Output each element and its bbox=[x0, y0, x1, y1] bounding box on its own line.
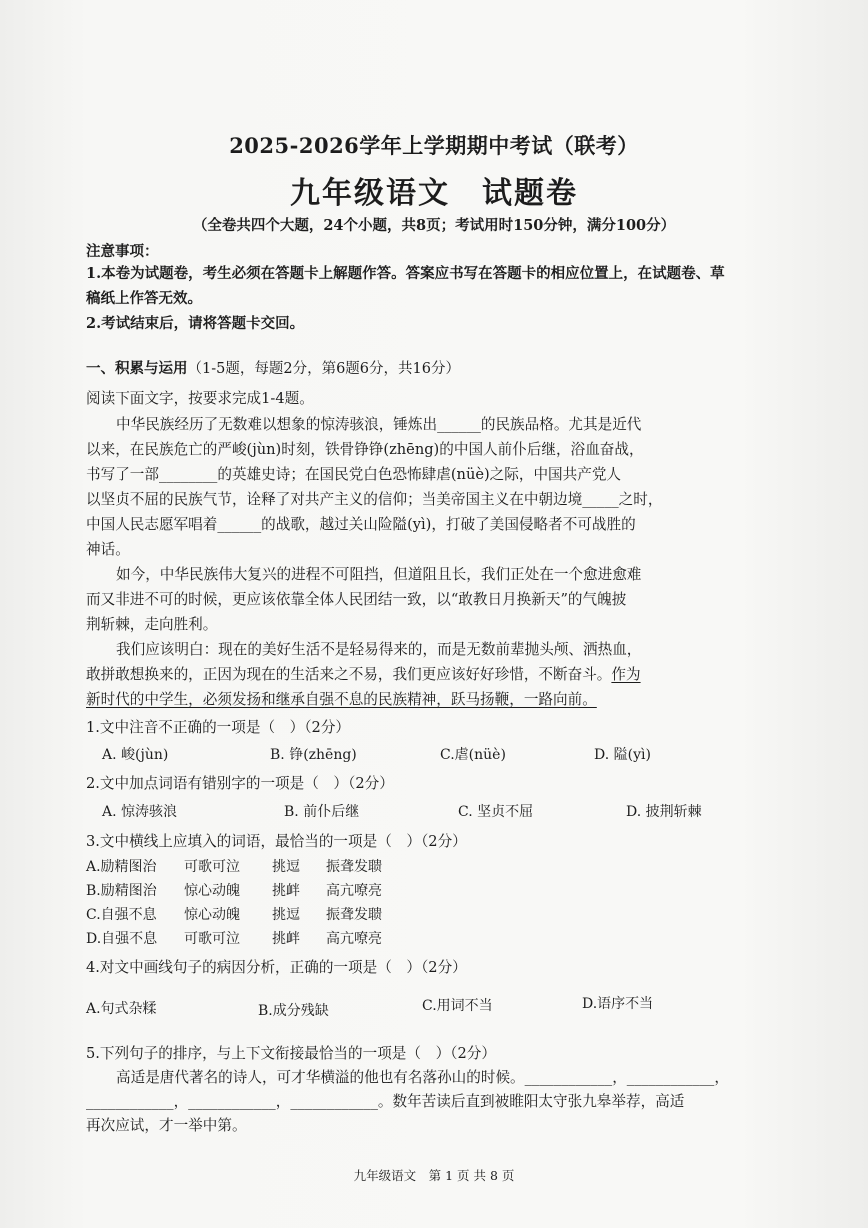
passage-line: 以坚贞不屈的民族气节，诠释了对共产主义的信仰；当美帝国主义在中朝边境_____之时， bbox=[86, 491, 663, 508]
q3-option-a-word-1: A.励精图治 bbox=[86, 859, 157, 875]
q3-option-b-word-3: 挑衅 bbox=[272, 883, 300, 899]
passage-line: 而又非进不可的时候，更应该依靠全体人民团结一致，以“敢教日月换新天”的气魄披 bbox=[86, 591, 627, 608]
page-footer: 九年级语文 第 1 页 共 8 页 bbox=[353, 1168, 515, 1183]
passage-line: 神话。 bbox=[86, 541, 130, 558]
q5-line-1: 高适是唐代著名的诗人，可才华横溢的他也有名落孙山的时候。____________，____________， bbox=[116, 1069, 729, 1086]
q3-option-c-word-2: 惊心动魄 bbox=[184, 907, 240, 923]
q3-option-d-word-1: D.自强不息 bbox=[86, 931, 158, 947]
section-1-title: 一、积累与运用 bbox=[86, 360, 188, 377]
passage-intro: 阅读下面文字，按要求完成1-4题。 bbox=[86, 390, 314, 407]
q3-option-c-word-3: 挑逗 bbox=[272, 907, 300, 923]
q3-option-c-word-1: C.自强不息 bbox=[86, 907, 157, 923]
passage-line: 我们应该明白：现在的美好生活不是轻易得来的，而是无数前辈抛头颅、洒热血， bbox=[116, 641, 642, 658]
q2-stem: 2.文中加点词语有错别字的一项是（ ）（2分） bbox=[86, 775, 394, 792]
q3-option-b-word-2: 惊心动魄 bbox=[184, 883, 240, 899]
q3-option-a-word-3: 挑逗 bbox=[272, 859, 300, 875]
q4-option-b: B.成分残缺 bbox=[258, 1003, 329, 1019]
q1-option-c: C.虐(nüè) bbox=[440, 747, 506, 763]
exam-title: 2025-2026学年上学期期中考试（联考） bbox=[229, 133, 639, 158]
passage-line-text: 敢拼敢想换来的，正因为现在的生活来之不易，我们更应该好好珍惜，不断奋斗。 bbox=[86, 666, 612, 683]
q5-line-2: ____________，____________，____________。数年苦读后直到被睢阳太守张九皋举荐，高适 bbox=[86, 1093, 685, 1110]
passage-line: 如今，中华民族伟大复兴的进程不可阻挡，但道阻且长，我们正处在一个愈进愈难 bbox=[116, 566, 642, 583]
passage-line bbox=[86, 663, 641, 684]
q2-option-b: B. 前仆后继 bbox=[284, 804, 360, 820]
exam-subtitle: 九年级语文 试题卷 bbox=[290, 176, 578, 211]
q4-option-d: D.语序不当 bbox=[582, 996, 654, 1012]
underlined-sentence: 新时代的中学生，必须发扬和继承自强不息的民族精神，跃马扬鞭，一路向前。 bbox=[86, 691, 597, 708]
q2-option-a: A. 惊涛骇浪 bbox=[102, 804, 178, 820]
note-item-1-line-1: 1.本卷为试题卷，考生必须在答题卡上解题作答。答案应书写在答题卡的相应位置上，在试题卷、草 bbox=[86, 265, 725, 282]
q3-option-a-word-4: 振聋发聩 bbox=[326, 859, 382, 875]
q4-stem: 4.对文中画线句子的病因分析，正确的一项是（ ）（2分） bbox=[86, 959, 467, 976]
q5-stem: 5.下列句子的排序，与上下文衔接最恰当的一项是（ ）（2分） bbox=[86, 1045, 496, 1062]
q1-option-b: B. 铮(zhēng) bbox=[270, 747, 357, 763]
section-1-heading bbox=[86, 357, 460, 378]
q1-option-d: D. 隘(yì) bbox=[594, 747, 651, 763]
q3-option-b-word-4: 高亢嘹亮 bbox=[326, 883, 382, 899]
q2-option-d: D. 披荆斩棘 bbox=[626, 804, 702, 820]
section-1-points: （1-5题，每题2分，第6题6分，共16分） bbox=[187, 361, 460, 377]
underlined-sentence-start: 作为 bbox=[611, 666, 641, 683]
passage-line: 以来，在民族危亡的严峻(jùn)时刻，铁骨铮铮(zhēng)的中国人前仆后继，浴血奋战， bbox=[86, 441, 644, 458]
q3-option-d-word-2: 可歌可泣 bbox=[184, 931, 240, 947]
q1-option-a: A. 峻(jùn) bbox=[102, 747, 169, 763]
q4-option-c: C.用词不当 bbox=[422, 998, 493, 1014]
q3-option-a-word-2: 可歌可泣 bbox=[184, 859, 240, 875]
q3-option-d-word-3: 挑衅 bbox=[272, 931, 300, 947]
q3-option-b-word-1: B.励精图治 bbox=[86, 883, 157, 899]
q3-stem: 3.文中横线上应填入的词语，最恰当的一项是（ ）（2分） bbox=[86, 833, 467, 850]
passage-line: 中国人民志愿军唱着______的战歌，越过关山险隘(yì)，打破了美国侵略者不可战胜的 bbox=[86, 516, 636, 533]
q5-line-3: 再次应试，才一举中第。 bbox=[86, 1117, 247, 1134]
note-item-1-line-2: 稿纸上作答无效。 bbox=[86, 290, 202, 307]
q1-stem: 1.文中注音不正确的一项是（ ）（2分） bbox=[86, 719, 351, 736]
passage-line: 中华民族经历了无数难以想象的惊涛骇浪，锤炼出______的民族品格。尤其是近代 bbox=[116, 416, 642, 433]
passage-line: 荆斩棘，走向胜利。 bbox=[86, 616, 218, 633]
q2-option-c: C. 坚贞不屈 bbox=[458, 804, 534, 820]
exam-info: （全卷共四个大题，24个小题，共8页；考试用时150分钟，满分100分） bbox=[192, 217, 676, 234]
q3-option-c-word-4: 振聋发聩 bbox=[326, 907, 382, 923]
q4-option-a: A.句式杂糅 bbox=[86, 1001, 157, 1017]
q3-option-d-word-4: 高亢嘹亮 bbox=[326, 931, 382, 947]
passage-line: 书写了一部________的英雄史诗；在国民党白色恐怖肆虐(nüè)之际，中国共产党人 bbox=[86, 466, 622, 483]
notes-heading: 注意事项： bbox=[86, 243, 159, 260]
note-item-2: 2.考试结束后，请将答题卡交回。 bbox=[86, 315, 305, 332]
